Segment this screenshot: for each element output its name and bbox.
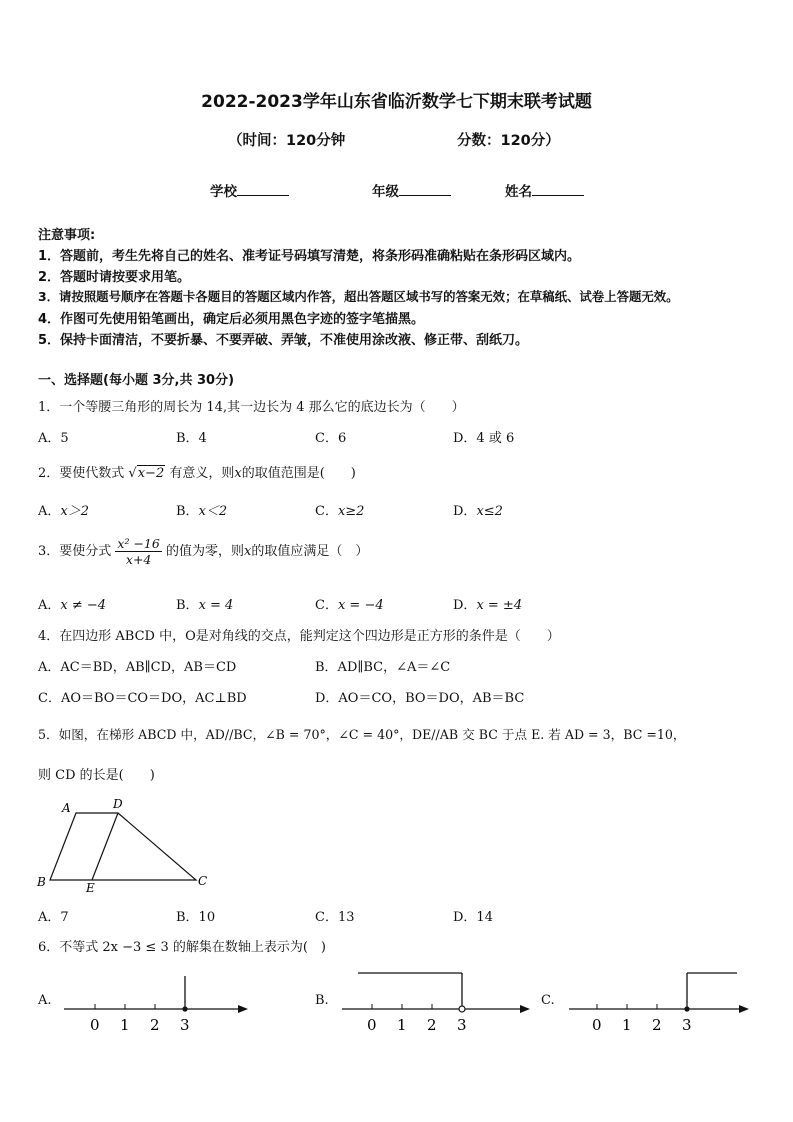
- q5-option-d: D．14: [453, 910, 493, 925]
- tick-label-0: 0: [90, 1016, 100, 1034]
- trapezoid-figure: [34, 795, 214, 895]
- q4-option-b: B．AD∥BC，∠A＝∠C: [315, 660, 451, 675]
- option-label: B．: [176, 598, 199, 613]
- note-item: 5．保持卡面清洁，不要折暴、不要弄破、弄皱，不准使用涂改液、修正带、刮纸刀。: [38, 333, 529, 348]
- question-4: 4．在四边形 ABCD 中，O是对角线的交点，能判定这个四边形是正方形的条件是（ ）: [38, 629, 560, 644]
- q5-option-b: B．10: [176, 910, 216, 925]
- q3-var: x: [244, 544, 252, 559]
- number-line-b: [338, 966, 538, 1036]
- option-label: A．: [38, 504, 61, 519]
- q2-option-d: [453, 500, 503, 519]
- name-blank: [532, 183, 584, 196]
- tick-label-3: 3: [180, 1016, 190, 1034]
- q2-text-mid: 有意义，则: [169, 466, 235, 481]
- option-math: x＜2: [198, 504, 228, 519]
- q3-text-pre: 3．要使分式: [38, 544, 112, 559]
- note-item: 4．作图可先使用铅笔画出，确定后必须用黑色字迹的签字笔描黑。: [38, 312, 425, 327]
- axis-arrow: [520, 1005, 530, 1013]
- question-2: [38, 462, 356, 481]
- sqrt-symbol: √: [128, 466, 137, 481]
- tick-label-0: 0: [592, 1016, 602, 1034]
- question-5: 5．如图，在梯形 ABCD 中，AD//BC，∠B = 70°，∠C = 40°，DE//AB 交 BC 于点 E. 若 AD = 3，BC =10，: [38, 727, 686, 742]
- tick-label-2: 2: [150, 1016, 160, 1034]
- question-6: 6．不等式 2x −3 ≤ 3 的解集在数轴上表示为( ): [38, 940, 327, 955]
- q5-option-a: A．7: [38, 910, 69, 925]
- q3-numerator: x² −16: [117, 536, 160, 551]
- school-field: [210, 180, 289, 200]
- option-label: D．: [453, 504, 477, 519]
- segment-de: [92, 813, 118, 880]
- q1-option-c: C．6: [315, 431, 347, 446]
- q3-option-c: [315, 594, 384, 613]
- axis-arrow: [739, 1005, 749, 1013]
- tick-label-3: 3: [682, 1016, 692, 1034]
- closed-endpoint: [684, 1006, 689, 1011]
- q4-option-c: C．AO＝BO＝CO＝DO，AC⊥BD: [38, 691, 247, 706]
- tick-label-1: 1: [397, 1016, 407, 1034]
- q3-fraction: [115, 536, 161, 567]
- q6-option-c: C.: [541, 993, 555, 1008]
- q3-text-mid: 的值为零，则: [165, 544, 244, 559]
- option-math: x = −4: [337, 598, 384, 613]
- tick-label-2: 2: [427, 1016, 437, 1034]
- q2-text-post: 的取值范围是( ): [241, 466, 356, 481]
- option-label: C．: [315, 504, 338, 519]
- q2-radicand: x−2: [137, 466, 165, 481]
- option-math: x ≠ −4: [60, 598, 107, 613]
- closed-endpoint: [182, 1006, 187, 1011]
- open-endpoint: [459, 1006, 465, 1012]
- name-label: 姓名: [505, 184, 532, 200]
- page-title: 2022-2023学年山东省临沂数学七下期末联考试题: [201, 92, 592, 112]
- q3-text-post: 的取值应满足（ ）: [251, 544, 369, 559]
- option-math: x≤2: [476, 504, 503, 519]
- option-math: x≥2: [337, 504, 365, 519]
- option-label: A．: [38, 598, 61, 613]
- note-item: 1．答题前，考生先将自己的姓名、准考证号码填写清楚，将条形码准确粘贴在条形码区域内。: [38, 249, 581, 264]
- tick-label-0: 0: [367, 1016, 377, 1034]
- number-line-a: [60, 970, 255, 1036]
- option-math: x = ±4: [476, 598, 523, 613]
- label-a: A: [62, 801, 71, 815]
- label-e: E: [86, 881, 95, 895]
- school-label: 学校: [210, 184, 237, 200]
- option-label: B．: [176, 504, 199, 519]
- label-b: B: [37, 875, 46, 889]
- q3-option-a: [38, 594, 106, 613]
- question-3: [38, 536, 368, 567]
- q2-option-b: [176, 500, 227, 519]
- note-item: 2．答题时请按要求用笔。: [38, 270, 191, 285]
- option-label: D．: [453, 598, 477, 613]
- tick-label-1: 1: [622, 1016, 632, 1034]
- grade-label: 年级: [372, 184, 399, 200]
- tick-label-1: 1: [120, 1016, 130, 1034]
- label-c: C: [198, 874, 208, 888]
- axis-arrow: [238, 1005, 248, 1013]
- q1-option-d: D．4 或 6: [453, 431, 515, 446]
- name-field: [505, 180, 584, 200]
- section-heading: 一、选择题(每小题 3分,共 30分): [38, 373, 235, 388]
- q3-option-b: [176, 594, 233, 613]
- q3-option-d: [453, 594, 522, 613]
- tick-label-2: 2: [652, 1016, 662, 1034]
- grade-blank: [399, 183, 451, 196]
- q2-text-pre: 2．要使代数式: [38, 466, 125, 481]
- number-line-c: [565, 966, 760, 1036]
- note-item: 3．请按照题号顺序在答题卡各题目的答题区域内作答，超出答题区域书写的答案无效；在草稿纸、试卷上答题无效。: [38, 289, 679, 304]
- q1-option-b: B．4: [176, 431, 207, 446]
- option-math: x = 4: [198, 598, 234, 613]
- question-5-line2: 则 CD 的长是( ): [38, 768, 155, 783]
- q2-option-c: [315, 500, 364, 519]
- label-d: D: [113, 797, 123, 811]
- option-label: C．: [315, 598, 338, 613]
- q5-option-c: C．13: [315, 910, 355, 925]
- exam-score: 分数：120分）: [457, 133, 560, 149]
- school-blank: [237, 183, 289, 196]
- q6-option-b: B.: [315, 993, 329, 1008]
- grade-field: [372, 180, 451, 200]
- q2-option-a: [38, 500, 89, 519]
- q4-option-a: A．AC＝BD，AB∥CD，AB＝CD: [38, 660, 237, 675]
- q4-option-d: D．AO＝CO，BO＝DO，AB＝BC: [315, 691, 525, 706]
- option-math: x＞2: [60, 504, 89, 519]
- trapezoid-abcd: [50, 813, 196, 880]
- q1-option-a: A．5: [38, 431, 69, 446]
- q3-denominator: x+4: [125, 552, 152, 567]
- question-1: 1．一个等腰三角形的周长为 14,其一边长为 4 那么它的底边长为（ ）: [38, 400, 465, 415]
- tick-label-3: 3: [457, 1016, 467, 1034]
- exam-time: （时间：120分钟: [228, 133, 346, 149]
- notes-heading: 注意事项:: [38, 228, 96, 243]
- q2-var: x: [234, 466, 242, 481]
- q6-option-a: A.: [38, 993, 52, 1008]
